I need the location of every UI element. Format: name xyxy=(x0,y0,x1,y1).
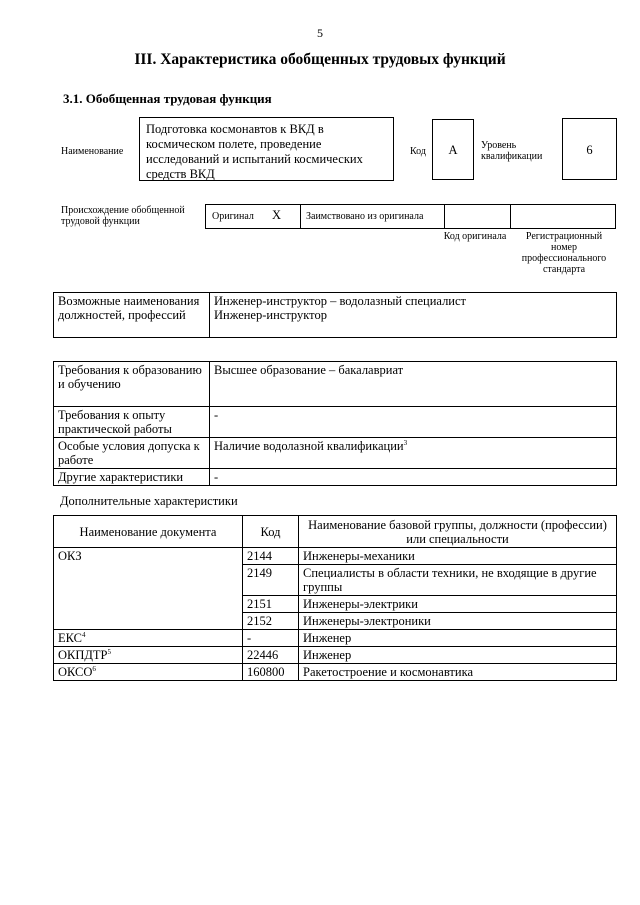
table-row-doc xyxy=(54,630,243,647)
original-cell xyxy=(206,205,301,228)
name-label: Наименование xyxy=(61,146,124,157)
level-label: Уровень квалификации xyxy=(481,140,543,162)
requirement-value: Высшее образование – бакалавриат xyxy=(210,362,617,407)
requirement-label: Требования к опыту практической работы xyxy=(54,407,210,438)
additional-table xyxy=(53,515,617,681)
requirement-value-text: Наличие водолазной квалификации xyxy=(214,439,404,453)
function-name-value: Подготовка космонавтов к ВКД в космическом полете, проведение исследований и испытаний космических средств ВКД xyxy=(146,122,363,181)
table-row-code: - xyxy=(243,630,299,647)
table-row-name: Инженеры-электрики xyxy=(299,596,617,613)
subsection-title: 3.1. Обобщенная трудовая функция xyxy=(63,91,272,106)
table-row-code: 2144 xyxy=(243,548,299,565)
function-name-box xyxy=(139,117,394,181)
page-number: 5 xyxy=(317,26,323,40)
original-label: Оригинал xyxy=(212,211,254,222)
requirement-label: Требования к образованию и обучению xyxy=(54,362,210,407)
header-doc: Наименование документа xyxy=(54,516,243,548)
footnote-mark: 6 xyxy=(92,664,96,673)
requirements-table xyxy=(53,361,617,486)
table-row-name: Инженеры-механики xyxy=(299,548,617,565)
borrowed-label: Заимствовано из оригинала xyxy=(306,211,424,222)
footnote-mark: 4 xyxy=(82,630,86,639)
table-row-code: 22446 xyxy=(243,647,299,664)
level-box xyxy=(562,118,617,180)
table-row-code: 160800 xyxy=(243,664,299,681)
footnote-mark: 3 xyxy=(403,438,408,447)
header-name: Наименование базовой группы, должности (профессии) или специальности xyxy=(299,516,617,548)
table-row-name: Инженеры-электроники xyxy=(299,613,617,630)
doc-name: ЕКС xyxy=(58,631,82,645)
table-row-code: 2149 xyxy=(243,565,299,596)
requirement-value xyxy=(210,438,617,469)
borrowed-cell xyxy=(300,205,445,228)
section-title: III. Характеристика обобщенных трудовых функций xyxy=(134,51,506,68)
footnote-mark: 5 xyxy=(107,647,112,656)
requirement-value: - xyxy=(210,407,617,438)
positions-label: Возможные наименования должностей, профессий xyxy=(54,293,210,338)
table-row-doc xyxy=(54,647,243,664)
table-row-name: Ракетостроение и космонавтика xyxy=(299,664,617,681)
requirement-label: Другие характеристики xyxy=(54,469,210,486)
doc-name: ОКПДТР xyxy=(58,648,108,662)
table-row-code: 2151 xyxy=(243,596,299,613)
position-item: Инженер-инструктор xyxy=(214,308,327,322)
table-row-name: Инженер xyxy=(299,647,617,664)
code-value: А xyxy=(448,143,458,157)
code-box xyxy=(432,119,474,180)
table-row-name: Инженер xyxy=(299,630,617,647)
table-row-name: Специалисты в области техники, не входящие в другие группы xyxy=(299,565,617,596)
requirement-value: - xyxy=(210,469,617,486)
header-code: Код xyxy=(243,516,299,548)
additional-heading: Дополнительные характеристики xyxy=(60,494,238,508)
code-label: Код xyxy=(410,146,426,157)
origin-label: Происхождение обобщенной трудовой функции xyxy=(61,205,185,227)
requirement-label: Особые условия допуска к работе xyxy=(54,438,210,469)
table-row-doc: ОКЗ xyxy=(54,548,243,630)
table-row-doc xyxy=(54,664,243,681)
doc-name: ОКСО xyxy=(58,665,93,679)
positions-table xyxy=(53,292,617,338)
position-item: Инженер-инструктор – водолазный специалист xyxy=(214,294,467,308)
level-value: 6 xyxy=(586,143,593,157)
original-mark: Х xyxy=(272,208,282,222)
registration-cell xyxy=(510,205,615,228)
origin-row xyxy=(205,204,616,229)
table-row-code: 2152 xyxy=(243,613,299,630)
original-code-cell xyxy=(444,205,511,228)
code-caption: Код оригинала xyxy=(443,231,507,242)
registration-caption: Регистрационный номер профессионального стандарта xyxy=(521,231,607,275)
positions-values xyxy=(210,293,617,338)
